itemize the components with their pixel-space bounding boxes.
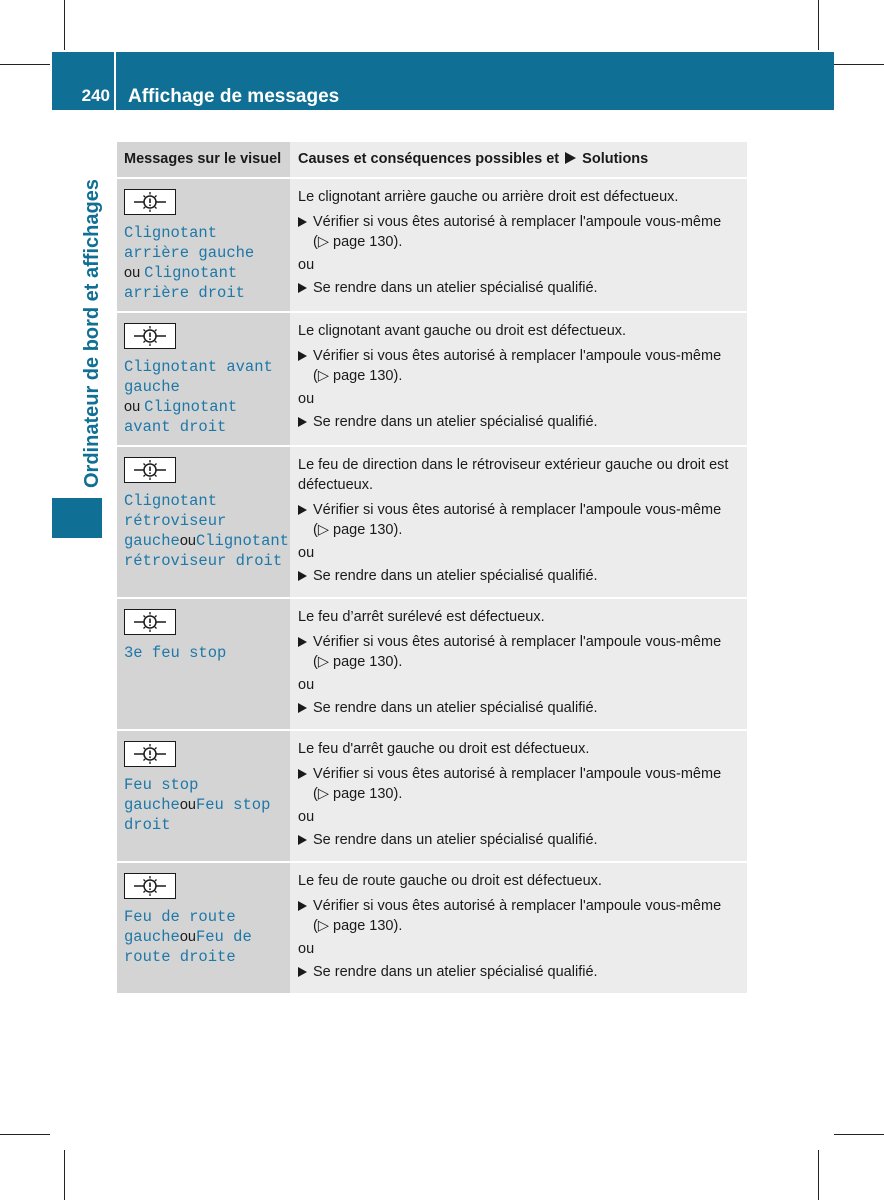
or-text: ou — [298, 545, 315, 561]
message-cell — [117, 313, 290, 445]
or-text: ou — [298, 677, 315, 693]
messages-table — [117, 142, 747, 993]
bullet-arrow-icon — [298, 835, 307, 845]
header-causes — [290, 142, 747, 177]
message-or: ou — [179, 929, 196, 945]
bullet-arrow-icon — [298, 769, 307, 779]
section-side-label: Ordinateur de bord et affichages — [81, 179, 103, 488]
action-check-bulb — [298, 764, 741, 804]
table-row — [117, 729, 747, 861]
cause-text: Le clignotant arrière gauche ou arrière droit est défectueux. — [298, 189, 679, 205]
message-text — [124, 775, 284, 835]
message-cell — [117, 599, 290, 729]
message-or: ou — [124, 399, 145, 415]
message-cell — [117, 863, 290, 993]
cause-cell — [290, 179, 747, 311]
action-workshop — [298, 830, 741, 850]
bullet-arrow-icon — [298, 283, 307, 293]
action-text: Se rendre dans un atelier spécialisé qualifié. — [313, 700, 598, 716]
message-primary: Clignotant rétroviseur gauche — [124, 492, 227, 550]
message-or: ou — [179, 797, 196, 813]
action-workshop — [298, 698, 741, 718]
or-text: ou — [298, 941, 315, 957]
message-primary: 3e feu stop — [124, 644, 227, 662]
action-text: Se rendre dans un atelier spécialisé qualifié. — [313, 280, 598, 296]
cause-cell — [290, 313, 747, 445]
cause-text: Le feu de route gauche ou droit est défectueux. — [298, 873, 602, 889]
action-text: Vérifier si vous êtes autorisé à remplacer l'ampoule vous-même (▷ page 130). — [313, 214, 722, 250]
table-row — [117, 861, 747, 993]
table-row — [117, 445, 747, 597]
cause-text: Le clignotant avant gauche ou droit est défectueux. — [298, 323, 627, 339]
message-primary: Feu de route gauche — [124, 908, 236, 946]
bulb-warning-icon — [124, 873, 176, 899]
bulb-warning-icon — [124, 189, 176, 215]
cause-text: Le feu d’arrêt surélevé est défectueux. — [298, 609, 545, 625]
bulb-warning-icon — [124, 457, 176, 483]
action-text: Vérifier si vous êtes autorisé à remplacer l'ampoule vous-même (▷ page 130). — [313, 634, 722, 670]
action-workshop — [298, 962, 741, 982]
message-or: ou — [179, 533, 196, 549]
bullet-arrow-icon — [298, 351, 307, 361]
cause-cell — [290, 599, 747, 729]
bulb-warning-icon — [124, 323, 176, 349]
action-check-bulb — [298, 212, 741, 252]
cause-cell — [290, 863, 747, 993]
message-secondary: Clignotant arrière droit — [124, 264, 245, 302]
crop-mark — [0, 1134, 50, 1135]
table-row — [117, 177, 747, 311]
action-workshop — [298, 278, 741, 298]
cause-cell — [290, 447, 747, 597]
or-text: ou — [298, 257, 315, 273]
message-secondary: Clignotant rétroviseur droit — [124, 532, 289, 570]
header-causes-text: Causes et conséquences possibles et — [298, 151, 560, 167]
header-solutions-text: Solutions — [582, 151, 649, 167]
action-text: Se rendre dans un atelier spécialisé qualifié. — [313, 414, 598, 430]
message-secondary: Clignotant avant droit — [124, 398, 238, 436]
table-row — [117, 311, 747, 445]
message-text — [124, 223, 284, 303]
table-header-row — [117, 142, 747, 177]
message-primary: Clignotant avant gauche — [124, 358, 273, 396]
message-cell — [117, 731, 290, 861]
cause-text: Le feu de direction dans le rétroviseur extérieur gauche ou droit est défectueux. — [298, 457, 729, 493]
crop-mark — [0, 64, 50, 65]
bullet-arrow-icon — [298, 571, 307, 581]
action-check-bulb — [298, 500, 741, 540]
action-text: Vérifier si vous êtes autorisé à remplacer l'ampoule vous-même (▷ page 130). — [313, 502, 722, 538]
message-cell — [117, 447, 290, 597]
bulb-warning-icon — [124, 609, 176, 635]
message-primary: Clignotant arrière gauche — [124, 224, 255, 262]
crop-mark — [834, 64, 884, 65]
bullet-arrow-icon — [298, 967, 307, 977]
crop-mark — [64, 0, 65, 50]
message-text — [124, 907, 284, 967]
crop-mark — [818, 1150, 819, 1200]
action-text: Se rendre dans un atelier spécialisé qualifié. — [313, 832, 598, 848]
bulb-warning-icon — [124, 741, 176, 767]
message-primary: Feu stop gauche — [124, 776, 199, 814]
message-text — [124, 357, 284, 437]
bullet-arrow-icon — [298, 217, 307, 227]
or-text: ou — [298, 809, 315, 825]
bullet-arrow-icon — [298, 901, 307, 911]
cause-text: Le feu d'arrêt gauche ou droit est défectueux. — [298, 741, 590, 757]
bullet-arrow-icon — [298, 703, 307, 713]
or-text: ou — [298, 391, 315, 407]
action-text: Se rendre dans un atelier spécialisé qualifié. — [313, 964, 598, 980]
message-text — [124, 491, 289, 571]
action-check-bulb — [298, 896, 741, 936]
table-row — [117, 597, 747, 729]
action-text: Se rendre dans un atelier spécialisé qualifié. — [313, 568, 598, 584]
message-secondary: Feu stop droit — [124, 796, 271, 834]
action-check-bulb — [298, 346, 741, 386]
crop-mark — [818, 0, 819, 50]
action-check-bulb — [298, 632, 741, 672]
message-or: ou — [124, 265, 145, 281]
header-messages: Messages sur le visuel — [117, 142, 290, 177]
page-number: 240 — [81, 86, 110, 105]
crop-mark — [834, 1134, 884, 1135]
page-title: Affichage de messages — [128, 86, 340, 107]
arrow-icon — [565, 152, 576, 164]
bullet-arrow-icon — [298, 505, 307, 515]
action-text: Vérifier si vous êtes autorisé à remplacer l'ampoule vous-même (▷ page 130). — [313, 898, 722, 934]
action-text: Vérifier si vous êtes autorisé à remplacer l'ampoule vous-même (▷ page 130). — [313, 766, 722, 802]
bullet-arrow-icon — [298, 637, 307, 647]
action-workshop — [298, 412, 741, 432]
bullet-arrow-icon — [298, 417, 307, 427]
message-secondary: Feu de route droite — [124, 928, 252, 966]
message-text — [124, 643, 284, 663]
message-cell — [117, 179, 290, 311]
section-tab — [52, 498, 102, 538]
crop-mark — [64, 1150, 65, 1200]
cause-cell — [290, 731, 747, 861]
action-workshop — [298, 566, 741, 586]
action-text: Vérifier si vous êtes autorisé à remplacer l'ampoule vous-même (▷ page 130). — [313, 348, 722, 384]
